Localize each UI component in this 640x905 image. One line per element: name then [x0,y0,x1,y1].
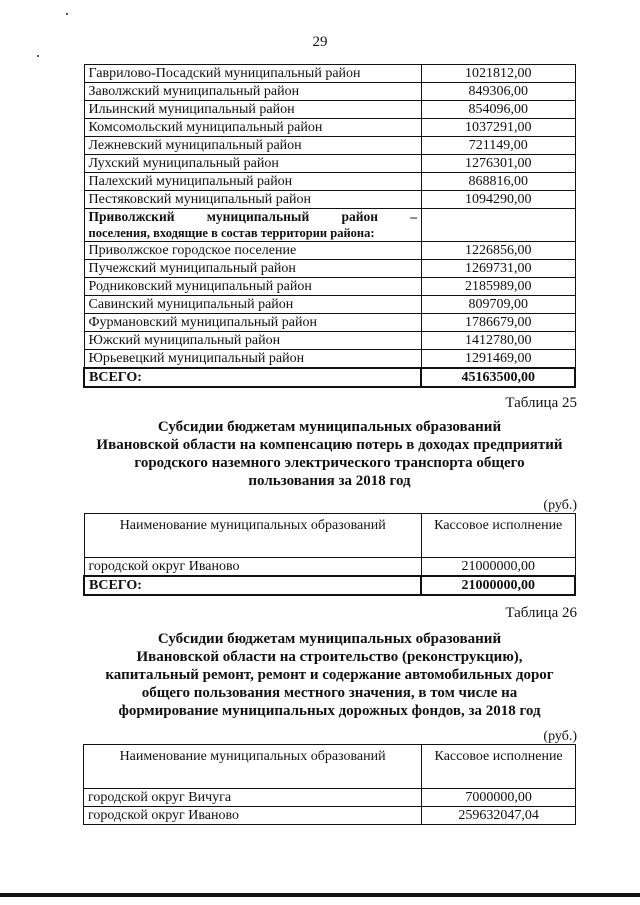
total-label: ВСЕГО: [84,368,421,387]
municipality-name: Лежневский муниципальный район [84,137,421,155]
amount-cell: 1021812,00 [421,65,575,83]
municipality-name: Ильинский муниципальный район [84,101,421,119]
table-26 [83,744,576,825]
unit-label: (руб.) [543,729,577,744]
municipality-name: Юрьевецкий муниципальный район [84,350,421,369]
amount-cell: 1291469,00 [421,350,575,369]
municipality-name: Палехский муниципальный район [84,173,421,191]
municipality-name: Комсомольский муниципальный район [84,119,421,137]
municipality-name: Гаврилово-Посадский муниципальный район [84,65,421,83]
table-label-26: Таблица 26 [505,605,577,621]
municipality-name: городской округ Иваново [84,558,421,577]
table-row [84,350,575,369]
table-row [84,314,575,332]
municipality-name: Пучежский муниципальный район [84,260,421,278]
amount-cell: 2185989,00 [421,278,575,296]
section-header-line1: Приволжский муниципальный район – [88,209,417,224]
table-row [84,137,575,155]
table-label-25: Таблица 25 [505,395,577,411]
municipality-name: городской округ Вичуга [84,789,422,807]
table-continued [83,64,576,388]
scan-speck [66,13,68,15]
table-row [84,65,575,83]
municipality-name: городской округ Иваново [84,807,422,825]
amount-cell-empty [421,209,575,242]
municipality-name: Южский муниципальный район [84,332,421,350]
table-row [84,278,575,296]
amount-cell: 868816,00 [421,173,575,191]
section-header-line2: поселения, входящие в состав территории района: [88,226,375,240]
municipality-name: Лухский муниципальный район [84,155,421,173]
amount-cell: 7000000,00 [422,789,576,807]
amount-cell: 849306,00 [421,83,575,101]
amount-cell: 1226856,00 [421,242,575,260]
table-row [84,155,575,173]
table-row [84,332,575,350]
section-header [84,209,421,242]
total-label: ВСЕГО: [84,576,421,595]
total-row [84,368,575,387]
column-header-name: Наименование муниципальных образований [84,745,422,789]
table-row [84,173,575,191]
scan-bottom-edge [0,893,640,897]
table-row [84,119,575,137]
table-25 [83,513,576,596]
table-row [84,101,575,119]
amount-cell: 809709,00 [421,296,575,314]
amount-cell: 1276301,00 [421,155,575,173]
amount-cell: 1094290,00 [421,191,575,209]
amount-cell: 1412780,00 [421,332,575,350]
table-row [84,260,575,278]
amount-cell: 1786679,00 [421,314,575,332]
municipality-name: Савинский муниципальный район [84,296,421,314]
amount-cell: 21000000,00 [421,558,575,577]
column-header-amount: Кассовое исполнение [422,745,576,789]
municipality-name: Пестяковский муниципальный район [84,191,421,209]
section-header-row [84,209,575,242]
amount-cell: 1037291,00 [421,119,575,137]
scan-speck [37,55,39,57]
municipality-name: Фурмановский муниципальный район [84,314,421,332]
table-caption-25: Субсидии бюджетам муниципальных образований Ивановской области на компенсацию потерь в доходах предприятий городского наземного электрического транспорта общего пользования за 2018 год [96,419,563,489]
municipality-name: Родниковский муниципальный район [84,278,421,296]
amount-cell: 721149,00 [421,137,575,155]
column-header-name: Наименование муниципальных образований [84,514,421,558]
unit-label: (руб.) [543,498,577,513]
table-caption-26: Субсидии бюджетам муниципальных образований Ивановской области на строительство (реконструкцию), капитальный ремонт, ремонт и содержание автомобильных дорог общего пользования местного значения, в том числе на формирование муниципальных дорожных фондов, за 2018 год [105,631,554,719]
table-row [84,807,576,825]
table-header-row [84,514,575,558]
amount-cell: 259632047,04 [422,807,576,825]
page-number: 29 [312,34,328,50]
table-header-row [84,745,576,789]
table-row [84,242,575,260]
amount-cell: 854096,00 [421,101,575,119]
table-row [84,789,576,807]
total-row [84,576,575,595]
municipality-name: Заволжский муниципальный район [84,83,421,101]
total-amount: 21000000,00 [421,576,575,595]
table-row [84,83,575,101]
amount-cell: 1269731,00 [421,260,575,278]
total-amount: 45163500,00 [421,368,575,387]
column-header-amount: Кассовое исполнение [421,514,575,558]
table-row [84,296,575,314]
municipality-name: Приволжское городское поселение [84,242,421,260]
table-row [84,558,575,577]
table-row [84,191,575,209]
